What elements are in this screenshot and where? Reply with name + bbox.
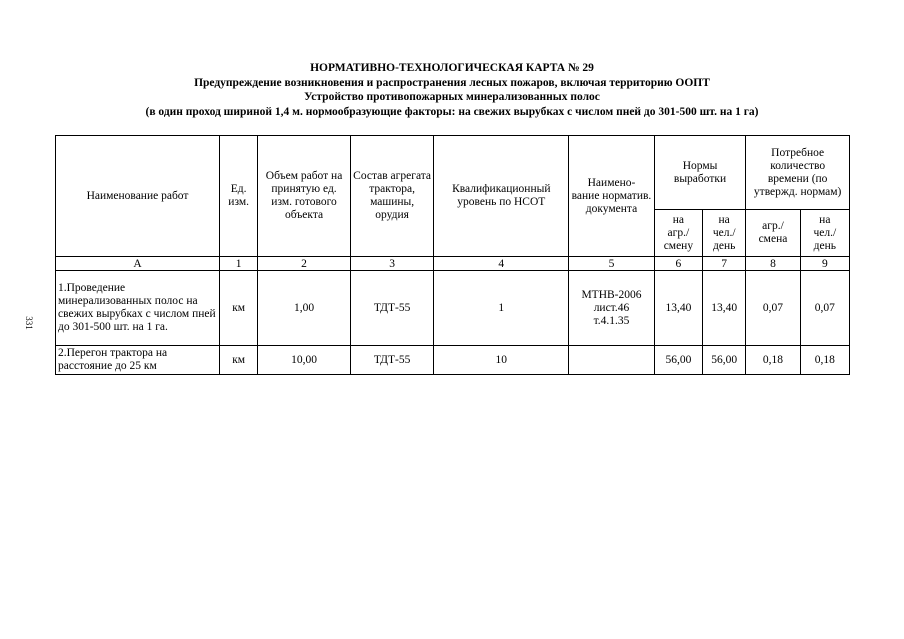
row-norm-person-day: 13,40 [703,271,746,346]
column-number-row [56,257,850,271]
row-qualification: 10 [434,346,569,375]
row-time-unit-shift: 0,18 [746,346,800,375]
norms-table [55,135,850,375]
column-number: 6 [654,257,702,271]
row-composition: ТДТ-55 [350,346,434,375]
row-qualification: 1 [434,271,569,346]
header-per-person-day: на чел./ день [703,210,746,257]
column-number: 1 [220,257,258,271]
header-per-unit-shift: на агр./ смену [654,210,702,257]
row-time-person-day: 0,18 [800,346,849,375]
document-subject: Устройство противопожарных минерализованных полос [304,91,600,103]
column-number: 9 [800,257,849,271]
header-person-day: на чел./ день [800,210,849,257]
row-unit: км [220,346,258,375]
document-heading [0,61,904,119]
column-number: 2 [258,257,351,271]
document-title: НОРМАТИВНО-ТЕХНОЛОГИЧЕСКАЯ КАРТА № 29 [310,62,594,74]
header-document: Наимено- вание норматив. документа [569,136,655,257]
table-row [56,271,850,346]
page-number: 331 [23,316,34,330]
header-composition: Состав агрегата трактора, машины, орудия [350,136,434,257]
header-row-top [56,136,850,210]
header-qualification: Квалификационный уровень по НСОТ [434,136,569,257]
row-norm-unit-shift: 56,00 [654,346,702,375]
document-subtitle: Предупреждение возникновения и распространения лесных пожаров, включая территорию ООПТ [194,76,710,89]
row-time-unit-shift: 0,07 [746,271,800,346]
header-work-name: Наименование работ [56,136,220,257]
row-volume: 10,00 [258,346,351,375]
header-output-norms: Нормы выработки [654,136,746,210]
row-norm-unit-shift: 13,40 [654,271,702,346]
row-work-name: 1.Проведение минерализованных полос на свежих вырубках с числом пней до 301-500 шт. на 1 га. [56,271,220,346]
table-row [56,346,850,375]
column-number: А [56,257,220,271]
header-volume: Объем работ на принятую ед. изм. готового объекта [258,136,351,257]
row-document: МТНВ-2006 лист.46 т.4.1.35 [569,271,655,346]
header-time-required: Потребное количество времени (по утвержд. нормам) [746,136,850,210]
header-unit-shift: агр./ смена [746,210,800,257]
column-number: 5 [569,257,655,271]
row-norm-person-day: 56,00 [703,346,746,375]
row-unit: км [220,271,258,346]
row-document [569,346,655,375]
column-number: 4 [434,257,569,271]
row-volume: 1,00 [258,271,351,346]
column-number: 3 [350,257,434,271]
row-time-person-day: 0,07 [800,271,849,346]
header-unit: Ед. изм. [220,136,258,257]
document-conditions: (в один проход шириной 1,4 м. нормообразующие факторы: на свежих вырубках с числом пней до 301-500 шт. на 1 га) [145,105,759,118]
row-work-name: 2.Перегон трактора на расстояние до 25 км [56,346,220,375]
column-number: 7 [703,257,746,271]
row-composition: ТДТ-55 [350,271,434,346]
column-number: 8 [746,257,800,271]
